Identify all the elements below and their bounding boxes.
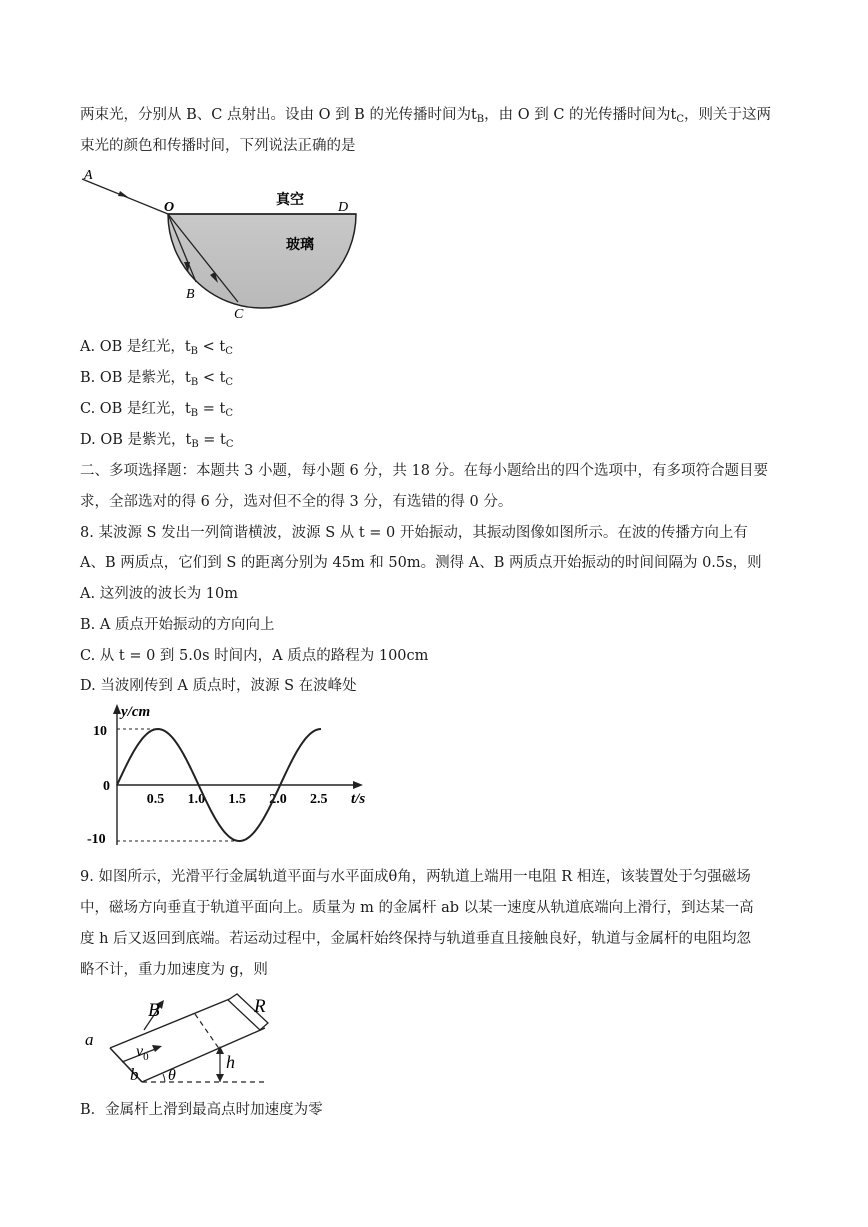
q7-option-d-text: D. OB 是紫光，t — [80, 432, 192, 448]
label-theta: θ — [168, 1067, 176, 1084]
upper-rail — [110, 998, 232, 1048]
label-O: O — [164, 200, 175, 215]
q7-option-d — [80, 430, 234, 455]
q7-option-c-sub2: C — [225, 408, 233, 419]
q9-stem-line-4: 略不计，重力加速度为 g，则 — [80, 962, 268, 978]
q7-option-c-sub1: B — [190, 408, 199, 419]
label-R: R — [254, 996, 266, 1017]
q8-option-a: A. 这列波的波长为 10m — [80, 586, 238, 602]
label-A: A — [84, 168, 93, 183]
label-b: b — [130, 1065, 139, 1084]
q7-option-b — [80, 368, 233, 393]
y-tick-10: 10 — [93, 724, 107, 739]
label-a: a — [85, 1030, 94, 1049]
label-D: D — [338, 200, 349, 215]
y-tick-neg10: -10 — [87, 832, 106, 847]
q8-vibration-chart — [85, 700, 385, 850]
label-B: B — [186, 287, 195, 302]
dashed-rod-position — [195, 1014, 220, 1050]
x-axis-arrow-icon — [353, 781, 363, 789]
lower-rail — [142, 1028, 265, 1082]
label-glass: 玻璃 — [286, 238, 314, 253]
label-v0-sub: 0 — [143, 1051, 149, 1063]
y-axis-arrow-icon — [113, 704, 121, 714]
q8-option-c: C. 从 t = 0 到 5.0s 时间内，A 质点的路程为 100cm — [80, 648, 429, 664]
velocity-arrow-icon — [152, 1045, 162, 1052]
q8-option-d: D. 当波刚传到 A 质点时，波源 S 在波峰处 — [80, 678, 357, 694]
label-v0 — [136, 1043, 149, 1063]
q9-option-b: B．金属杆上滑到最高点时加速度为零 — [80, 1102, 323, 1118]
q7-option-a-sub2: C — [225, 346, 233, 357]
q8-option-b: B. A 质点开始振动的方向向上 — [80, 617, 275, 633]
q9-stem-line-1: 9. 如图所示，光滑平行金属轨道平面与水平面成θ角，两轨道上端用一电阻 R 相连，该装置处于匀强磁场 — [80, 869, 751, 885]
q7-option-b-sub2: C — [225, 377, 234, 388]
incident-arrow-icon — [118, 191, 128, 197]
x-tick-label: 0.5 — [146, 792, 165, 807]
q7-stem-text-b: ，由 O 到 C 的光传播时间为t — [484, 107, 677, 123]
q7-refraction-figure — [80, 165, 380, 325]
label-h: h — [226, 1052, 235, 1072]
section2-heading-line-1: 二、多项选择题：本题共 3 小题，每小题 6 分，共 18 分。在每小题给出的四个选项中，有多项符合题目要 — [80, 463, 769, 479]
q7-option-c-text: C. OB 是红光，t — [80, 401, 191, 417]
q7-stem-text-c: ，则关于这两 — [684, 107, 772, 123]
q7-option-a-sub1: B — [190, 346, 199, 357]
q7-stem-sub-c: C — [676, 114, 685, 125]
section2-heading-line-2: 求，全部选对的得 6 分，选对但不全的得 3 分，有选错的得 0 分。 — [80, 494, 513, 510]
semicircle-glass — [168, 214, 356, 308]
x-tick-label: 1.0 — [187, 792, 206, 807]
label-vacuum: 真空 — [276, 193, 304, 208]
y-axis-label: y/cm — [121, 704, 151, 720]
q9-stem-line-2: 中，磁场方向垂直于轨道平面向上。质量为 m 的金属杆 ab 以某一速度从轨道底端向上滑行，到达某一高 — [80, 900, 754, 916]
theta-arc — [163, 1074, 165, 1082]
q7-option-d-rel: = t — [198, 432, 226, 448]
q8-stem-line-1: 8. 某波源 S 发出一列简谐横波，波源 S 从 t = 0 开始振动，其振动图像如图所示。在波的传播方向上有 — [80, 525, 748, 541]
q7-option-b-rel: < t — [198, 370, 226, 386]
x-tick-label: 2.5 — [310, 792, 328, 807]
q7-option-a-rel: < t — [198, 339, 226, 355]
q7-option-c-rel: = t — [198, 401, 226, 417]
x-axis-label: t/s — [351, 791, 366, 807]
q7-stem-text-a: 两束光，分别从 B、C 点射出。设由 O 到 B 的光传播时间为t — [80, 107, 477, 123]
q7-option-d-sub1: B — [191, 439, 199, 450]
label-C: C — [234, 307, 244, 322]
label-B-field: B — [148, 1000, 160, 1021]
x-tick-label: 2.0 — [269, 792, 287, 807]
x-tick-label: 1.5 — [228, 792, 246, 807]
q7-option-b-text: B. OB 是紫光，t — [80, 370, 191, 386]
label-v0-main: v — [136, 1043, 144, 1060]
q7-option-a — [80, 337, 233, 362]
y-tick-0: 0 — [103, 779, 110, 794]
q9-stem-line-3: 度 h 后又返回到底端。若运动过程中，金属杆始终保持与轨道垂直且接触良好，轨道与金属杆的电阻均忽 — [80, 931, 752, 947]
q8-stem-line-2: A、B 两质点，它们到 S 的距离分别为 45m 和 50m。测得 A、B 两质点开始振动的时间间隔为 0.5s，则 — [80, 555, 762, 571]
q7-option-d-sub2: C — [225, 439, 234, 450]
q7-stem-line-1 — [80, 105, 771, 130]
q9-incline-figure — [80, 990, 280, 1090]
q7-option-a-text: A. OB 是红光，t — [80, 339, 191, 355]
q7-option-c — [80, 399, 233, 424]
q7-option-b-sub1: B — [190, 377, 199, 388]
q7-stem-sub-b: B — [476, 114, 485, 125]
q7-stem-line-2: 束光的颜色和传播时间，下列说法正确的是 — [80, 138, 356, 154]
height-arrow-down-icon — [216, 1074, 224, 1082]
